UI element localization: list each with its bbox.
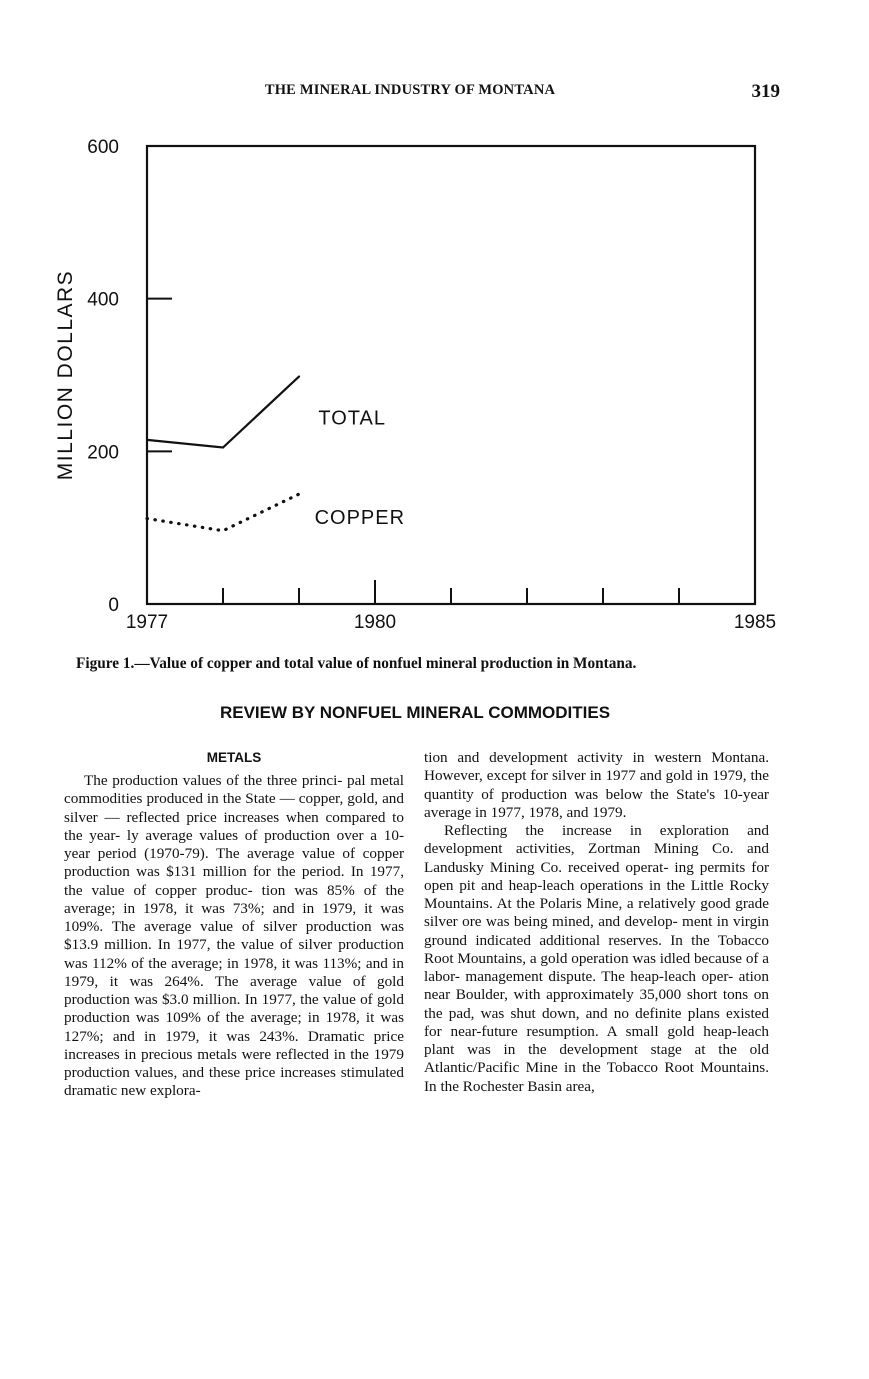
running-header-title: THE MINERAL INDUSTRY OF MONTANA [264,82,556,98]
y-tick-label: 200 [87,442,119,464]
subsection-title: METALS [206,750,262,765]
left-column [64,772,404,1101]
figure-1-chart [0,0,869,650]
page-number: 319 [751,81,780,102]
x-tick-label: 1980 [353,612,397,633]
right-column [424,749,769,1096]
series-label-copper: COPPER [314,506,406,529]
series-line-total [147,377,299,448]
section-title: REVIEW BY NONFUEL MINERAL COMMODITIES [219,703,611,722]
y-tick-label: 0 [108,595,119,616]
y-tick-label: 600 [87,137,119,158]
series-label-total: TOTAL [318,407,387,430]
series-line-copper [147,494,299,531]
figure-caption: Figure 1.—Value of copper and total value of nonfuel mineral production in Montana. [76,655,637,672]
x-tick-label: 1977 [125,612,169,633]
body-paragraph: The production values of the three princi- pal metal commodities produced in the State — copper, gold, and silver — reflected price increases when compared to the year- ly average values of production over a 10- year period (1970-79). The average value of copper production was $131 million for the period. In 1977, the value of copper produc- tion was 85% of the average; in 1978, it was 73%; and in 1979, it was 109%. The average value of silver production was $13.9 million. In 1977, the value of silver production was 112% of the average; in 1978, it was 113%; and in 1979, it was 264%. The average value of gold production was $3.0 million. In 1977, the value of gold production was 109% of the average; in 1978, it was 127%; and in 1979, it was 243%. Dramatic price increases in precious metals were reflected in the 1979 production values, and these price increases stimulated dramatic new explora- [64,772,404,1100]
body-paragraph: Reflecting the increase in exploration and development activities, Zortman Mining Co. and Landusky Mining Co. received operat- ing permits for open pit and heap-leach operations in the Little Rocky Mountains. At the Polaris Mine, a relatively good grade silver ore was being mined, and develop- ment in virgin ground indicated additional reserves. In the Tobacco Root Mountains, a gold operation was idled because of a labor- management dispute. The heap-leach oper- ation near Boulder, with approximately 35,000 short tons on the pad, was shut down, and no definite plans existed for near-future resumption. A small gold heap-leach plant was in the development stage at the old Atlantic/Pacific Mine in the Tobacco Root Mountains. In the Rochester Basin area, [424,822,770,1095]
y-axis-label: MILLION DOLLARS [54,269,77,481]
x-tick-label: 1985 [733,612,777,633]
body-paragraph: tion and development activity in western Montana. However, except for silver in 1977 and gold in 1979, the quantity of production was below the State's 10-year average in 1977, 1978, and 1979. [424,749,769,821]
y-tick-label: 400 [87,289,119,311]
plot-frame [147,146,755,604]
